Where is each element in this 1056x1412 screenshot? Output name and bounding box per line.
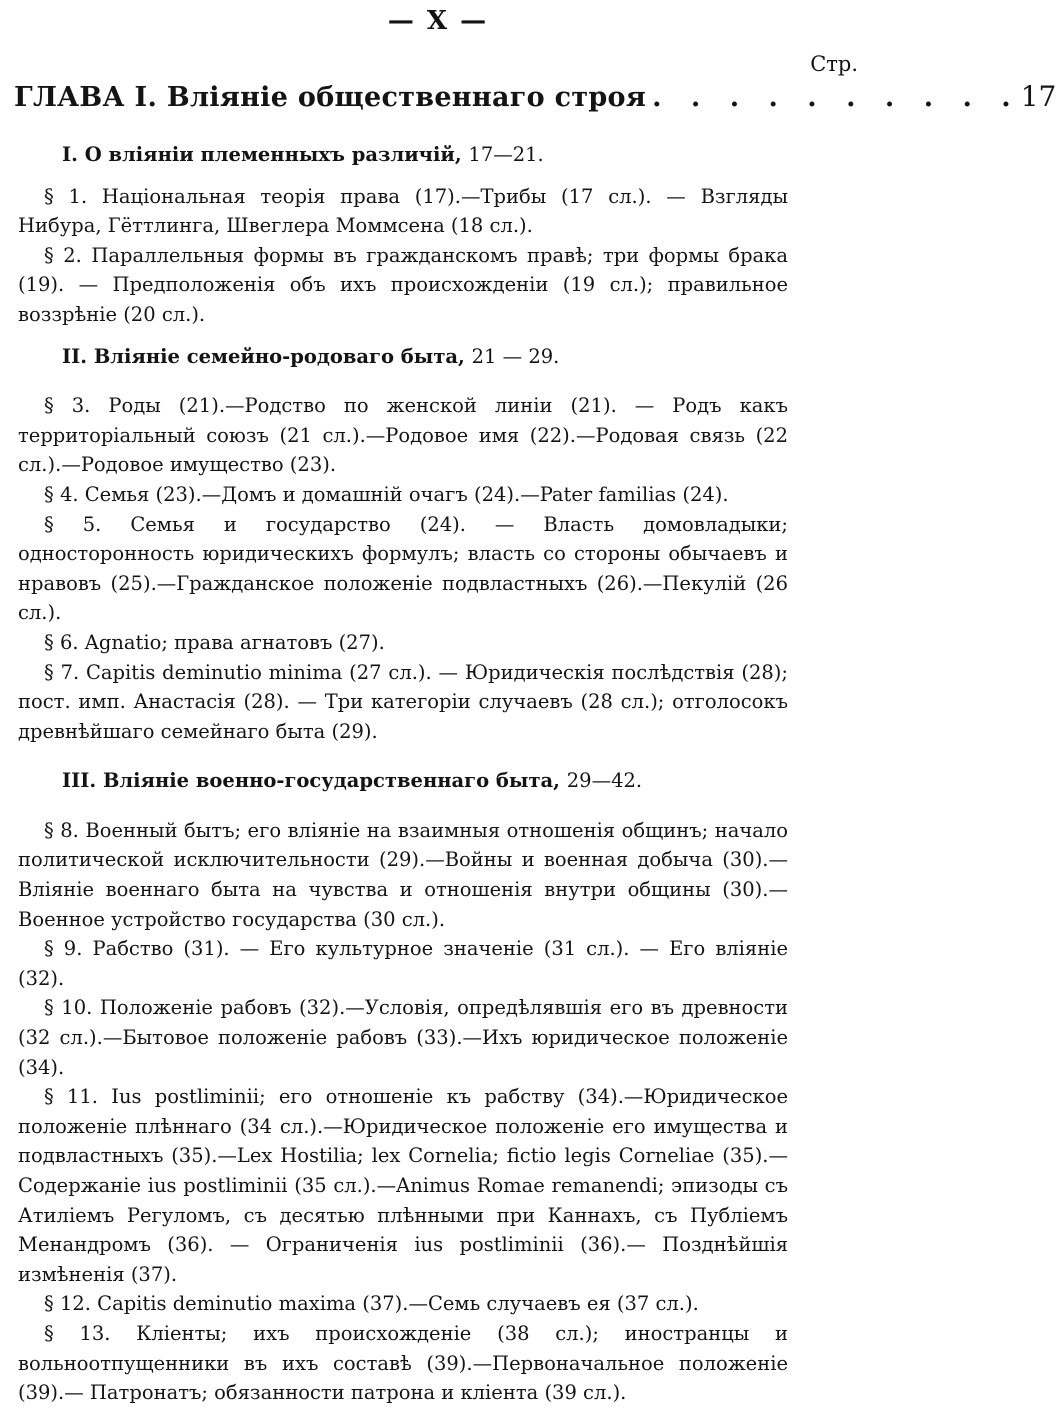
toc-paragraph: § 3. Роды (21).—Родство по женской линіи (21). — Родъ какъ территоріальный союзъ (21 сл.).—Родовое имя (22).—Родовая связь (22 сл.).—Родовое имущество (23).	[18, 394, 788, 477]
toc-paragraph: § 6. Agnatio; права агнатовъ (27).	[44, 630, 385, 654]
section-page-range: 21 — 29.	[471, 344, 560, 368]
toc-paragraph: § 7. Capitis deminutio minima (27 сл.). — Юридическія послѣдствія (28); пост. имп. Анастасія (28). — Три категоріи случаевъ (28 сл.); отголосокъ древнѣйшаго семейнаго быта (29).	[18, 660, 788, 743]
toc-paragraph: § 8. Военный бытъ; его вліяніе на взаимныя отношенія общинъ; начало политической исключительности (29).—Войны и военная добыча (30).—Вліяніе военнаго быта на чувства и отношенія внутри общины (30).—Военное устройство государства (30 сл.).	[18, 818, 788, 931]
page-folio: — X —	[387, 6, 489, 36]
toc-paragraph: § 10. Положеніе рабовъ (32).—Условія, опредѣлявшія его въ древности (32 сл.).—Бытовое положеніе рабовъ (33).—Ихъ юридическое положеніе (34).	[18, 996, 788, 1079]
section-title: III. Вліяніе военно-государственнаго быта,	[62, 769, 560, 793]
section-page-range: 29—42.	[566, 769, 643, 793]
section-heading	[18, 342, 788, 372]
page-column-label: Стр.	[810, 52, 858, 76]
section-heading	[18, 140, 788, 170]
section-title: II. Вліяніе семейно-родоваго быта,	[62, 344, 465, 368]
section-title: I. О вліяніи племенныхъ различій,	[62, 143, 462, 166]
toc-paragraph: § 2. Параллельныя формы въ гражданскомъ правѣ; три формы брака (19). — Предположенія объ ихъ происхожденіи (19 сл.); правильное воззрѣніе (20 сл.).	[18, 243, 788, 326]
chapter-heading	[14, 80, 1056, 120]
toc-paragraph: § 4. Семья (23).—Домъ и домашній очагъ (24).—Pater familias (24).	[44, 482, 729, 506]
table-of-contents	[18, 140, 788, 1408]
toc-paragraph: § 1. Національная теорія права (17).—Трибы (17 сл.). — Взгляды Нибура, Гёттлинга, Швеглера Моммсена (18 сл.).	[18, 184, 788, 238]
toc-paragraph: § 11. Ius postliminii; его отношеніе къ рабству (34).—Юридическое положеніе плѣннаго (34 сл.).—Юридическое положеніе его имущества и подвластныхъ (35).—Lex Hostilia; lex Cornelia; fictio legis Corneliae (35).—Содержаніе ius postliminii (35 сл.).—Animus Romae remanendi; эпизоды съ Атиліемъ Регуломъ, съ десятью плѣнными при Каннахъ, съ Публіемъ Менандромъ (36). — Ограниченія ius postliminii (36).— Позднѣйшія измѣненія (37).	[18, 1085, 788, 1286]
chapter-title: ГЛАВА I. Вліяніе общественнаго строя	[14, 82, 647, 113]
section-page-range: 17—21.	[468, 143, 544, 166]
toc-paragraph: § 13. Кліенты; ихъ происхожденіе (38 сл.); иностранцы и вольноотпущенники въ ихъ составѣ (39).—Первоначальное положеніе (39).— Патронатъ; обязанности патрона и кліента (39 сл.).	[18, 1321, 788, 1405]
chapter-page-number: 17	[1020, 80, 1056, 113]
section-heading	[18, 766, 788, 796]
chapter-leader-dots: . . . . . . . . . .	[652, 82, 1021, 113]
toc-paragraph: § 5. Семья и государство (24). — Власть домовладыки; односторонность юридическихъ формулъ; власть со стороны обычаевъ и нравовъ (25).—Гражданское положеніе подвластныхъ (26).—Пекулій (26 сл.).	[18, 512, 788, 625]
toc-paragraph: § 12. Capitis deminutio maxima (37).—Семь случаевъ ея (37 сл.).	[44, 1292, 699, 1316]
toc-paragraph: § 9. Рабство (31). — Его культурное значеніе (31 сл.). — Его вліяніе (32).	[18, 937, 788, 990]
